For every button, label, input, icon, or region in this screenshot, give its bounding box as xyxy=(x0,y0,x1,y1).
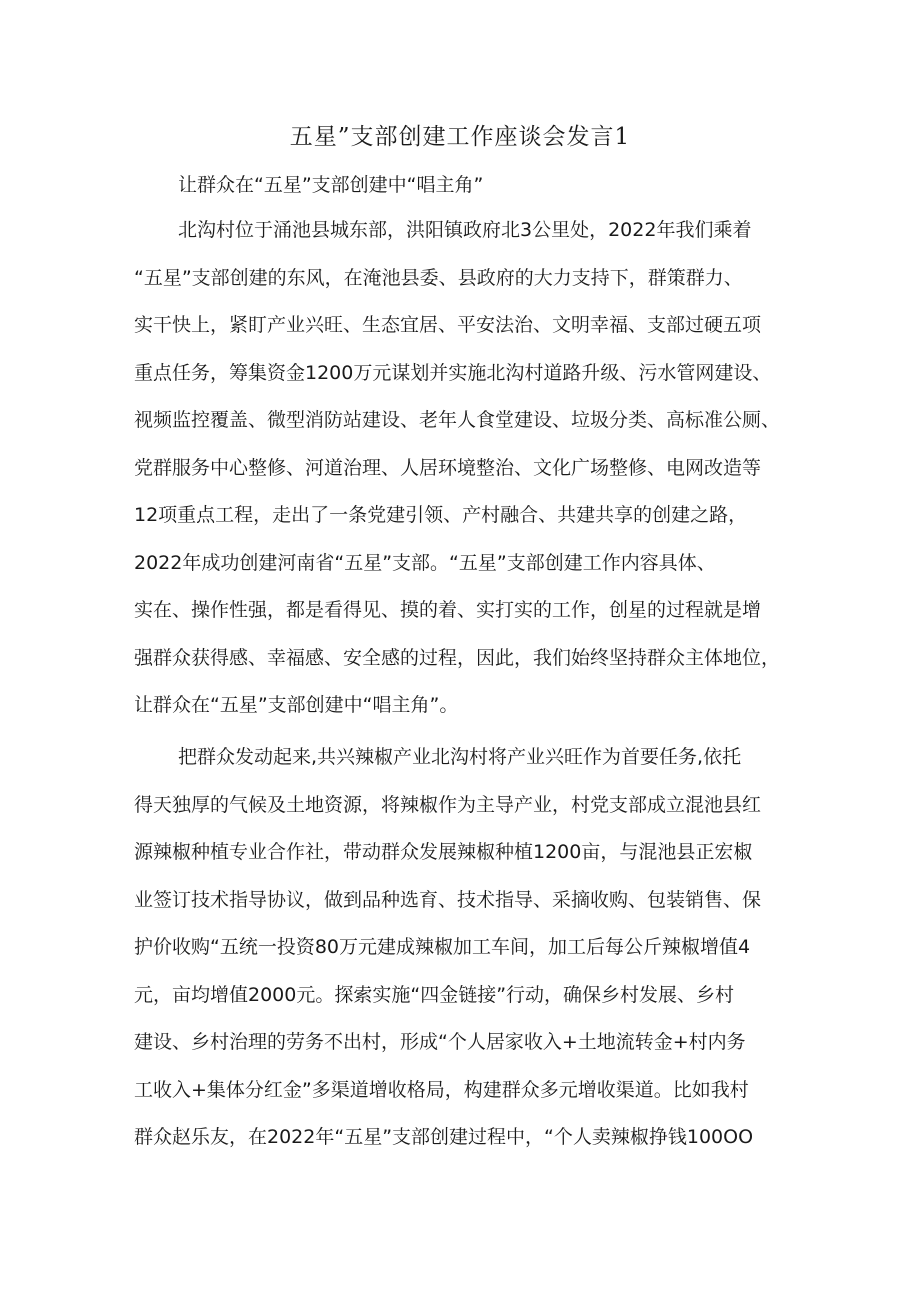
paragraph-line: 群众赵乐友，在2022年“五星”支部创建过程中，“个人卖辣椒挣钱100OO xyxy=(134,1126,754,1148)
paragraph-line: 重点任务，筹集资金1200万元谋划并实施北沟村道路升级、污水管网建设、 xyxy=(134,361,772,384)
document-title: 五星”支部创建工作座谈会发言1 xyxy=(289,124,631,150)
paragraph-line: “五星”支部创建的东风，在淹池县委、县政府的大力支持下，群策群力、 xyxy=(134,266,743,289)
paragraph-line: 业签订技术指导协议，做到品种选育、技术指导、采摘收购、包装销售、保 xyxy=(134,888,762,911)
paragraph-line: 北沟村位于涌池县城东部，洪阳镇政府北3公里处，2022年我们乘着 xyxy=(178,219,752,241)
paragraph-line: 2022年成功创建河南省“五星”支部。“五星”支部创建工作内容具体、 xyxy=(134,551,716,574)
paragraph-line: 12项重点工程，走出了一条党建引领、产村融合、共建共享的创建之路， xyxy=(134,504,748,526)
paragraph-line: 把群众发动起来,共兴辣椒产业北沟村将产业兴旺作为首要任务,依托 xyxy=(178,746,742,768)
paragraph-line: 工收入+集体分红金”多渠道增收格局，构建群众多元增收渠道。比如我村 xyxy=(134,1078,749,1101)
paragraph-line: 让群众在“五星”支部创建中“唱主角”。 xyxy=(134,694,459,716)
paragraph-2 xyxy=(134,734,804,1162)
paragraph-line: 建设、乡村治理的劳务不出村，形成“个人居家收入+土地流转金+村内务 xyxy=(134,1031,746,1053)
paragraph-line: 党群服务中心整修、河道治理、人居环境整治、文化广场整修、电网改造等 xyxy=(134,456,762,479)
paragraph-line: 源辣椒种植专业合作社，带动群众发展辣椒种植1200亩，与混池县正宏椒 xyxy=(134,841,753,863)
document-subtitle: 让群众在“五星”支部创建中“唱主角” xyxy=(178,174,484,196)
paragraph-line: 视频监控覆盖、微型消防站建设、老年人食堂建设、垃圾分类、高标准公厕、 xyxy=(134,409,781,431)
paragraph-line: 强群众获得感、幸福感、安全感的过程，因此，我们始终坚持群众主体地位， xyxy=(134,646,781,669)
paragraph-line: 护价收购“五统一投资80万元建成辣椒加工车间，加工后每公斤辣椒增值4 xyxy=(134,936,751,958)
paragraph-line: 元，亩均增值2000元。探索实施“四金链接”行动，确保乡村发展、乡村 xyxy=(134,983,735,1006)
paragraph-line: 实干快上，紧盯产业兴旺、生态宜居、平安法治、文明幸福、支部过硬五项 xyxy=(134,314,762,336)
paragraph-line: 实在、操作性强，都是看得见、摸的着、实打实的工作，创星的过程就是增 xyxy=(134,599,762,621)
paragraph-line: 得天独厚的气候及土地资源，将辣椒作为主导产业，村党支部成立混池县红 xyxy=(134,793,762,816)
paragraph-1 xyxy=(134,207,804,730)
